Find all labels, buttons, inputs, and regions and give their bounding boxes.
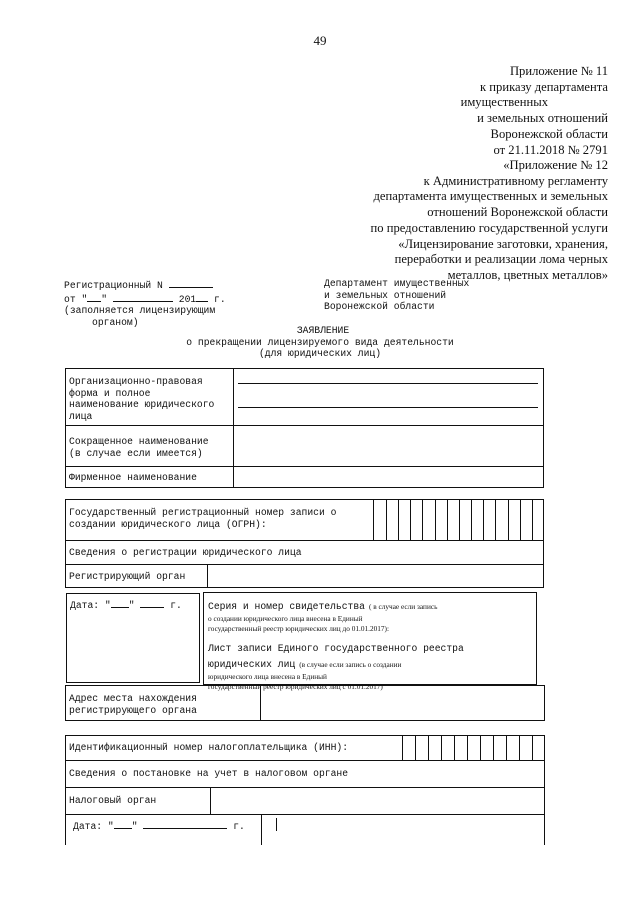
- reg-day-field[interactable]: [111, 598, 129, 608]
- certificate-note: государственный реестр юридических лиц до 01.01.2017):: [208, 623, 390, 633]
- appendix-11-line: Воронежской области: [490, 126, 608, 141]
- short-name-label-line: Сокращенное наименование: [69, 436, 209, 447]
- registration-year-suffix: г.: [214, 293, 226, 305]
- tax-registration-label: Сведения о постановке на учет в налоговом органе: [69, 768, 349, 779]
- statement-subtitle: (для юридических лиц): [258, 348, 382, 360]
- org-form-label-line: лица: [69, 410, 93, 422]
- certificate-label: Серия и номер свидетельства: [208, 601, 365, 612]
- appendix-11-line: к приказу департамента: [480, 79, 608, 94]
- registration-date-prefix: от ": [64, 293, 88, 305]
- brand-name-field[interactable]: [234, 467, 543, 487]
- statement-title: ЗАЯВЛЕНИЕ: [296, 325, 350, 336]
- certificate-note: о создании юридического лица внесена в Единый: [208, 614, 363, 623]
- appendix-11-header: [461, 64, 608, 158]
- date-suffix: г.: [233, 821, 245, 832]
- short-name-label: [69, 436, 209, 459]
- registry-sheet-label: Лист записи Единого государственного реестра: [208, 642, 464, 654]
- appendix-11-line: Приложение № 11: [509, 64, 608, 78]
- appendix-12-line: отношений Воронежской области: [427, 205, 608, 220]
- page-number: 49: [313, 33, 327, 48]
- registration-year: 201: [178, 293, 197, 305]
- appendix-12-line: «Приложение № 12: [503, 158, 608, 172]
- registration-date-quote: ": [101, 293, 108, 305]
- department-addressee: [324, 278, 469, 313]
- tax-authority-label: Налоговый орган: [69, 795, 157, 806]
- org-form-label-line: форма и полное: [69, 387, 151, 399]
- date-quote: ": [131, 821, 138, 832]
- registering-address-label: [69, 693, 197, 716]
- registering-body-label: Регистрирующий орган: [69, 571, 186, 582]
- tax-date-line: [73, 819, 245, 833]
- ogrn-digit-cells[interactable]: [386, 499, 544, 540]
- appendix-12-line: к Административному регламенту: [423, 173, 608, 188]
- tax-day-field[interactable]: [114, 819, 132, 829]
- inn-label: Идентификационный номер налогоплательщика (ИНН):: [69, 742, 349, 753]
- department-line: Воронежской области: [324, 301, 435, 313]
- short-name-field[interactable]: [234, 426, 543, 466]
- registering-body-field[interactable]: [208, 565, 543, 587]
- certificate-text: [208, 596, 464, 692]
- registration-date-line: [70, 598, 182, 612]
- registration-day-field[interactable]: [87, 292, 101, 302]
- date-quote: ": [128, 600, 135, 611]
- registration-number-label: Регистрационный N: [64, 280, 163, 291]
- full-name-input-line[interactable]: [238, 383, 538, 384]
- registering-address-field[interactable]: [261, 686, 544, 720]
- org-form-label-line: наименование юридического: [69, 399, 215, 411]
- tax-date-field[interactable]: [262, 816, 543, 844]
- appendix-12-header: [371, 158, 608, 284]
- appendix-12-line: департамента имущественных и земельных: [373, 189, 608, 204]
- registration-note: (заполняется лицензирующим: [64, 305, 216, 317]
- address-label-line: регистрирующего органа: [69, 704, 197, 716]
- ogrn-label-line: Государственный регистрационный номер записи о: [69, 507, 337, 518]
- registration-month-field[interactable]: [113, 292, 173, 302]
- department-line: и земельных отношений: [324, 289, 447, 301]
- appendix-12-line: «Лицензирование заготовки, хранения,: [398, 236, 608, 251]
- registration-note: органом): [92, 316, 139, 328]
- reg-month-field[interactable]: [140, 598, 164, 608]
- inn-digit-cells[interactable]: [402, 735, 545, 760]
- short-name-label-line: (в случае если имеется): [69, 447, 203, 459]
- registration-number-field[interactable]: [169, 278, 213, 288]
- appendix-12-line: переработки и реализации лома черных: [394, 252, 608, 267]
- date-suffix: г.: [170, 600, 182, 611]
- appendix-11-line: имущественных: [460, 95, 548, 110]
- department-line: Департамент имущественных: [324, 278, 470, 289]
- date-label: Дата: ": [73, 821, 114, 832]
- registry-sheet-note: государственный реестр юридических лиц с 01.01.2017): [208, 681, 383, 691]
- appendix-12-line: по предоставлению государственной услуги: [370, 220, 608, 235]
- brand-name-label: Фирменное наименование: [69, 472, 197, 483]
- org-form-label-line: Организационно-правовая: [69, 376, 203, 387]
- registration-year-field[interactable]: [196, 292, 208, 302]
- appendix-11-line: от 21.11.2018 № 2791: [493, 142, 608, 157]
- registration-info-label: Сведения о регистрации юридического лица: [69, 547, 302, 558]
- ogrn-label-line: создании юридического лица (ОГРН):: [69, 518, 267, 530]
- appendix-12-line: металлов, цветных металлов»: [447, 267, 608, 282]
- address-label-line: Адрес места нахождения: [69, 693, 197, 704]
- statement-heading: [0, 325, 640, 360]
- ogrn-label: [69, 507, 336, 530]
- date-label: Дата: ": [70, 600, 111, 611]
- statement-subtitle: о прекращении лицензируемого вида деятельности: [186, 336, 454, 348]
- certificate-note: ( в случае если запись: [368, 602, 438, 611]
- org-form-label: [69, 376, 214, 422]
- registration-block: [64, 278, 226, 328]
- tax-authority-field[interactable]: [211, 788, 544, 814]
- registry-sheet-label: юридических лиц: [208, 659, 296, 671]
- tax-month-field[interactable]: [143, 819, 227, 829]
- registry-sheet-note: юридического лица внесена в Единый: [208, 672, 327, 682]
- full-name-input-line[interactable]: [238, 407, 538, 408]
- appendix-11-line: и земельных отношений: [477, 111, 608, 126]
- registry-sheet-note: (в случае если запись о создании: [299, 660, 402, 670]
